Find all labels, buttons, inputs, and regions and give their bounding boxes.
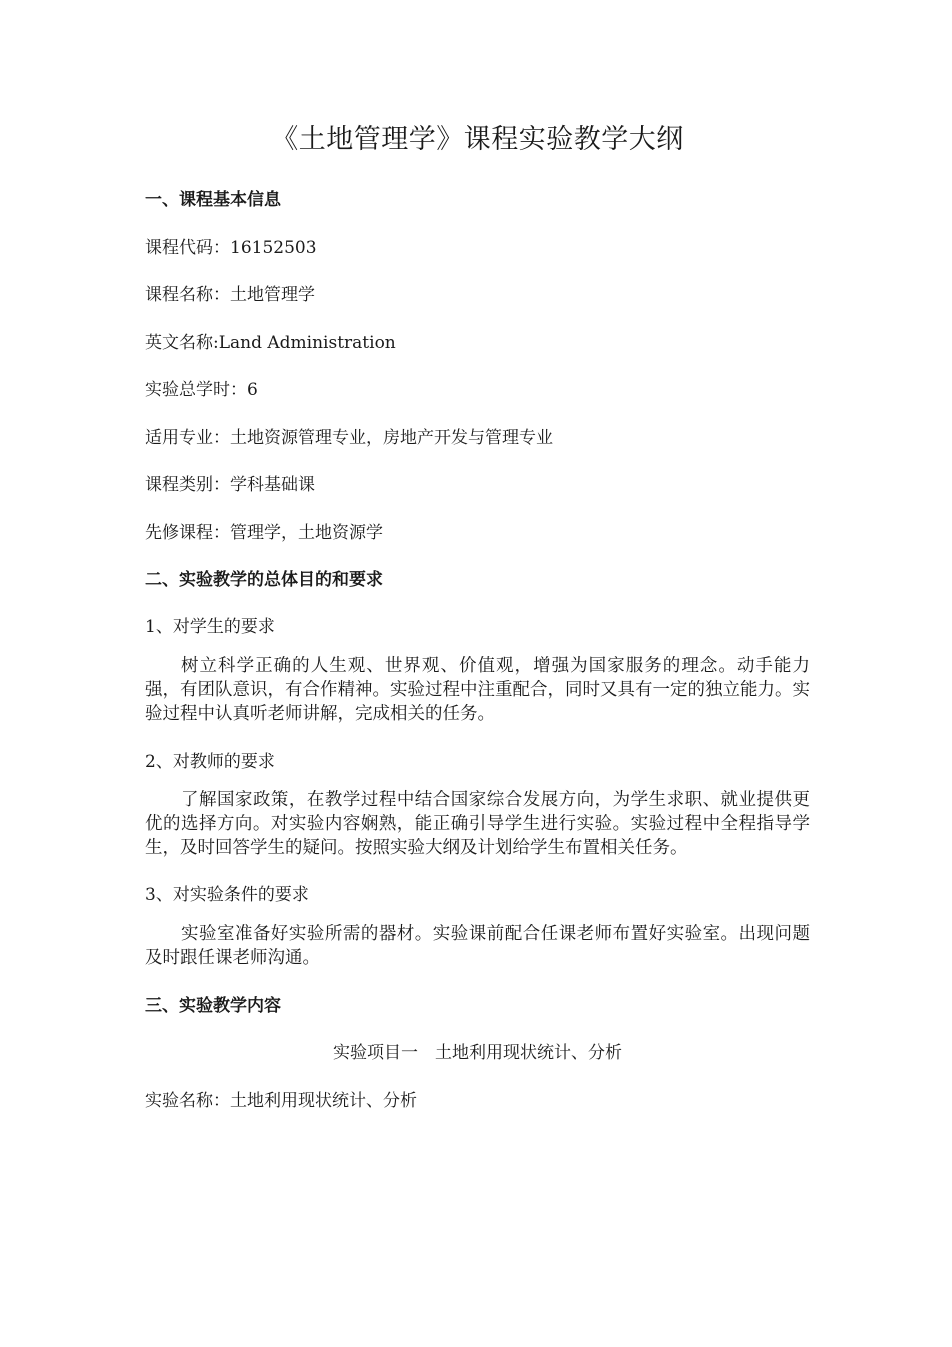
course-name: 课程名称：土地管理学: [145, 285, 315, 305]
experiment-name: 实验名称：土地利用现状统计、分析: [145, 1091, 417, 1111]
section-2-heading: 二、实验教学的总体目的和要求: [145, 570, 383, 590]
course-code: 课程代码：16152503: [145, 238, 317, 258]
applicable-majors: 适用专业：土地资源管理专业，房地产开发与管理专业: [145, 428, 553, 448]
section-3-heading: 三、实验教学内容: [145, 996, 281, 1016]
condition-requirements-body: 实验室准备好实验所需的器材。实验课前配合任课老师布置好实验室。出现问题及时跟任课老师沟通。: [145, 924, 810, 968]
document-title: 《土地管理学》课程实验教学大纲: [271, 124, 684, 155]
teacher-requirements-body: 了解国家政策，在教学过程中结合国家综合发展方向，为学生求职、就业提供更优的选择方向。对实验内容娴熟，能正确引导学生进行实验。实验过程中全程指导学生，及时回答学生的疑问。按照实验大纲及计划给学生布置相关任务。: [145, 790, 810, 858]
course-category: 课程类别：学科基础课: [145, 475, 315, 495]
teacher-requirements-heading: 2、对教师的要求: [145, 752, 275, 772]
condition-requirements-heading: 3、对实验条件的要求: [145, 885, 309, 905]
student-requirements-heading: 1、对学生的要求: [145, 617, 275, 637]
section-1-heading: 一、课程基本信息: [145, 190, 281, 210]
experiment-project-title: 实验项目一 土地利用现状统计、分析: [333, 1043, 622, 1063]
student-requirements-body: 树立科学正确的人生观、世界观、价值观，增强为国家服务的理念。动手能力强，有团队意识，有合作精神。实验过程中注重配合，同时又具有一定的独立能力。实验过程中认真听老师讲解，完成相关的任务。: [145, 656, 810, 724]
english-name: 英文名称:Land Administration: [145, 333, 396, 353]
prerequisites: 先修课程：管理学，土地资源学: [145, 523, 383, 543]
total-hours: 实验总学时：6: [145, 380, 258, 400]
